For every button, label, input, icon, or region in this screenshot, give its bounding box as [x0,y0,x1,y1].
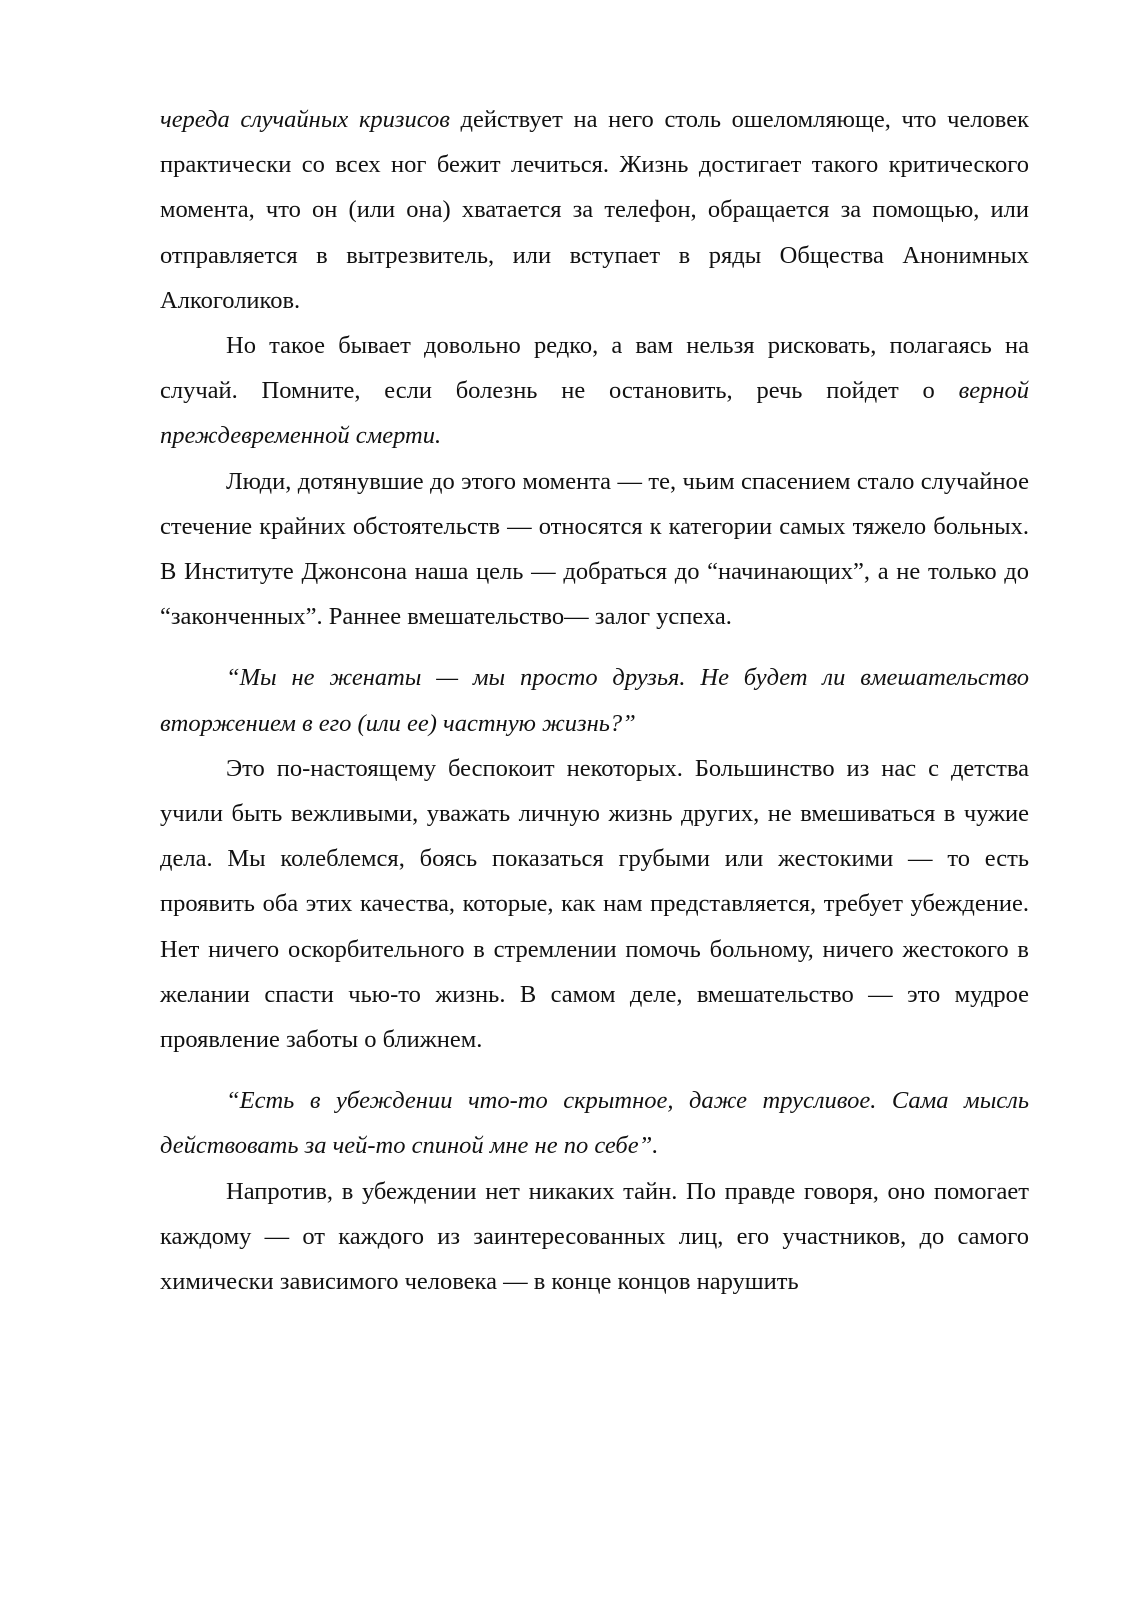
paragraph-text: Люди, дотянувшие до этого момента — те, чьим спасением стало случайное стечение крайних обстоятельств — относятся к категории самых тяжело больных. В Институте Джонсона наша цель — добраться до “начинающих”, а не только до “законченных”. Раннее вмешательство— залог успеха. [160,467,1029,631]
italic-phrase: верной преждевременной смерти. [160,377,1029,450]
paragraph-text: действует на него столь ошеломляюще, что человек практически со всех ног бежит лечиться. Жизнь достигает такого критического момента, что он (или она) хватается за телефон, обращается за помощью, или отправляется в вытрезвитель, или вступает в ряды Общества Анонимных Алкоголиков. [160,106,1029,314]
quoted-question [160,655,1029,745]
quote-text: “Есть в убеждении что-то скрытное, даже трусливое. Сама мысль действовать за чей-то спиной мне не по себе”. [160,1087,1029,1160]
paragraph [160,323,1029,459]
paragraph-text: Напротив, в убеждении нет никаких тайн. По правде говоря, оно помогает каждому — от каждого из заинтересованных лиц, его участников, до самого химически зависимого человека — в конце концов нарушить [160,1177,1029,1296]
document-page [160,97,1029,1304]
paragraph [160,746,1029,1062]
paragraph [160,459,1029,640]
quoted-question [160,1078,1029,1168]
paragraph [160,1169,1029,1305]
paragraph-text: Это по-настоящему беспокоит некоторых. Большинство из нас с детства учили быть вежливыми, уважать личную жизнь других, не вмешиваться в чужие дела. Мы колеблемся, боясь показаться грубыми или жестокими — то есть проявить оба этих качества, которые, как нам представляется, требует убеждение. Нет ничего оскорбительного в стремлении помочь больному, ничего жестокого в желании спасти чью-то жизнь. В самом деле, вмешательство — это мудрое проявление заботы о ближнем. [160,754,1029,1054]
quote-text: “Мы не женаты — мы просто друзья. Не будет ли вмешательство вторжением в его (или ее) частную жизнь?” [160,664,1029,737]
paragraph-text: Но такое бывает довольно редко, а вам нельзя рисковать, полагаясь на случай. Помните, если болезнь не остановить, речь пойдет о [160,332,1029,405]
italic-phrase: череда случайных кризисов [160,106,450,133]
paragraph-continuation [160,97,1029,323]
